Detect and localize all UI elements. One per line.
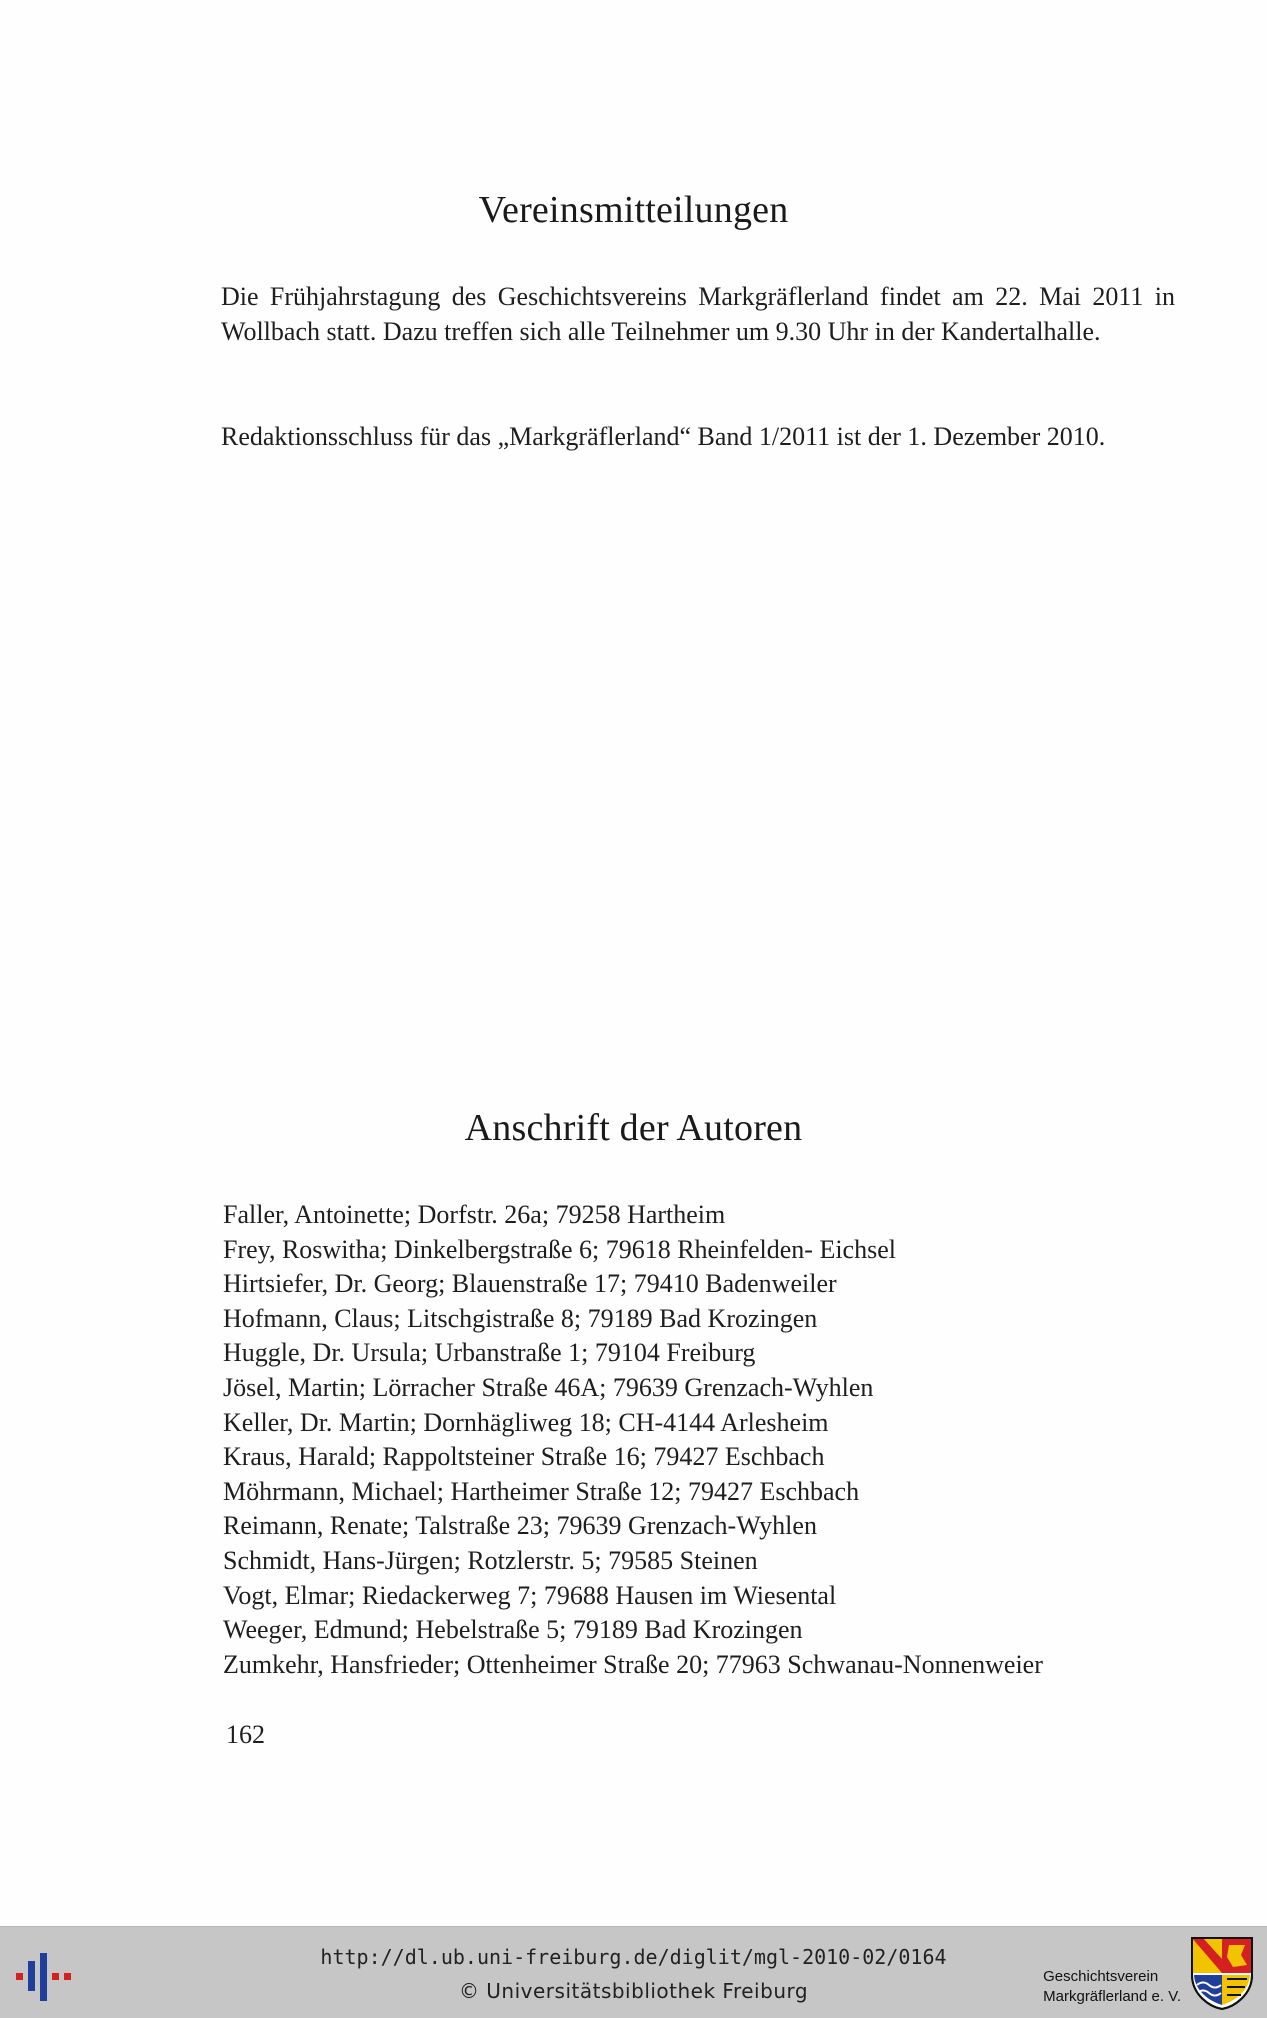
page-number: 162 (226, 1720, 265, 1749)
list-item: Keller, Dr. Martin; Dornhägliweg 18; CH-4144 Arlesheim (223, 1407, 829, 1437)
society-name-line2: Markgräflerland e. V. (1043, 1988, 1181, 2005)
permalink-url[interactable]: http://dl.ub.uni-freiburg.de/diglit/mgl-2010-02/0164 (320, 1945, 947, 1969)
section-title-vereinsmitteilungen: Vereinsmitteilungen (478, 189, 789, 231)
announcement-paragraph: Die Frühjahrstagung des Geschichtsvereins Markgräflerland findet am 22. Mai 2011 in Wollbach statt. Dazu treffen sich alle Teilnehmer um 9.30 Uhr in der Kandertalhalle. (221, 282, 1175, 346)
section-title-authors: Anschrift der Autoren (464, 1107, 803, 1149)
list-item: Kraus, Harald; Rappoltsteiner Straße 16; 79427 Eschbach (223, 1442, 825, 1472)
viewer-footer (0, 1926, 1267, 2018)
society-name (1043, 1967, 1181, 2007)
list-item: Schmidt, Hans-Jürgen; Rotzlerstr. 5; 79585 Steinen (223, 1545, 758, 1575)
list-item: Weeger, Edmund; Hebelstraße 5; 79189 Bad Krozingen (223, 1615, 803, 1645)
list-item: Reimann, Renate; Talstraße 23; 79639 Grenzach-Wyhlen (223, 1511, 817, 1541)
list-item: Huggle, Dr. Ursula; Urbanstraße 1; 79104 Freiburg (223, 1338, 756, 1368)
author-address-list (223, 1198, 1223, 1682)
list-item: Möhrmann, Michael; Hartheimer Straße 12; 79427 Eschbach (223, 1476, 860, 1506)
copyright-notice: © Universitätsbibliothek Freiburg (458, 1979, 809, 2003)
list-item: Frey, Roswitha; Dinkelbergstraße 6; 79618 Rheinfelden- Eichsel (223, 1234, 896, 1264)
list-item: Zumkehr, Hansfrieder; Ottenheimer Straße 20; 77963 Schwanau-Nonnenweier (223, 1649, 1043, 1679)
list-item: Jösel, Martin; Lörracher Straße 46A; 79639 Grenzach-Wyhlen (223, 1372, 874, 1402)
deadline-paragraph: Redaktionsschluss für das „Markgräflerland“ Band 1/2011 ist der 1. Dezember 2010. (221, 422, 1106, 451)
society-name-line1: Geschichtsverein (1043, 1968, 1159, 1985)
society-crest-icon[interactable] (1189, 1935, 1255, 2011)
list-item: Hofmann, Claus; Litschgistraße 8; 79189 Bad Krozingen (223, 1303, 818, 1333)
list-item: Vogt, Elmar; Riedackerweg 7; 79688 Hausen im Wiesental (223, 1580, 837, 1610)
list-item: Hirtsiefer, Dr. Georg; Blauenstraße 17; 79410 Badenweiler (223, 1269, 837, 1299)
list-item: Faller, Antoinette; Dorfstr. 26a; 79258 Hartheim (223, 1200, 726, 1229)
